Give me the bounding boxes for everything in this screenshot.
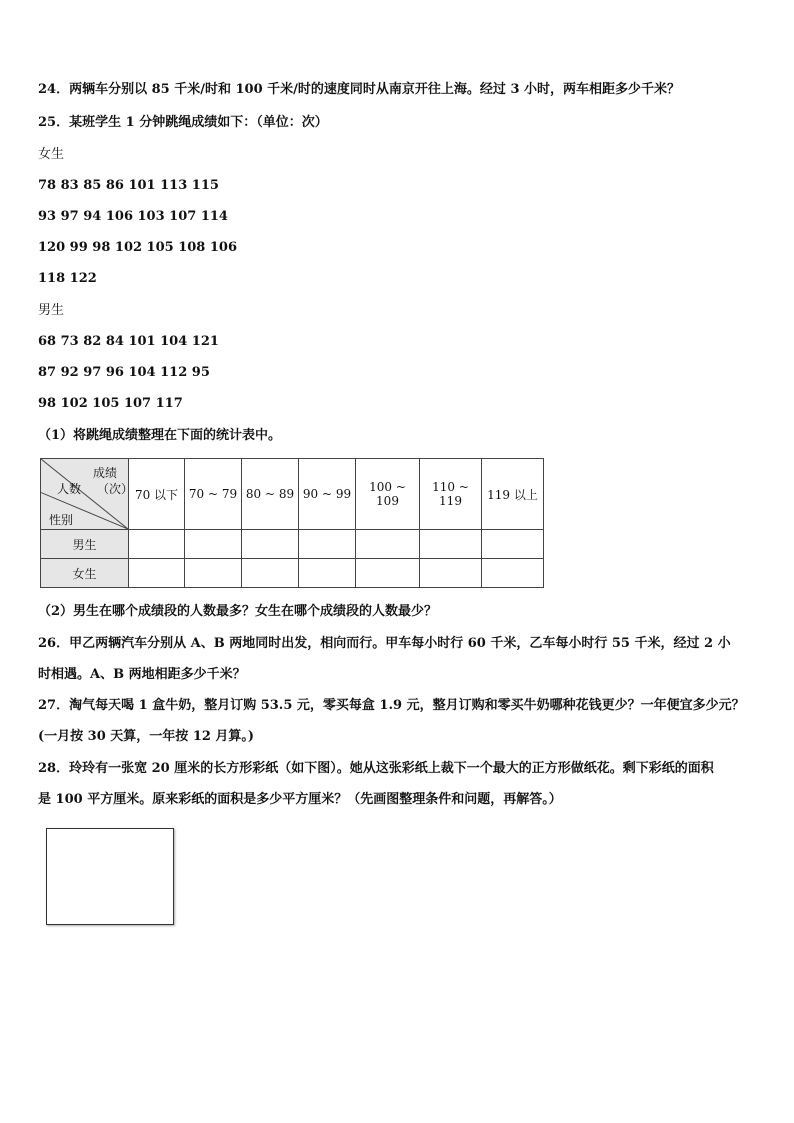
blank-cell[interactable]: [242, 559, 299, 588]
column-header: 70 以下: [129, 459, 185, 530]
question-27-line: (一月按 30 天算，一年按 12 月算。): [38, 729, 255, 744]
blank-cell[interactable]: [299, 559, 356, 588]
blank-cell[interactable]: [185, 530, 242, 559]
boys-scores-row: 98 102 105 107 117: [38, 396, 183, 411]
table-row-boys: [41, 530, 544, 559]
blank-cell[interactable]: [299, 530, 356, 559]
blank-cell[interactable]: [420, 530, 482, 559]
score-statistics-table: [40, 458, 544, 588]
girls-scores-row: 118 122: [38, 271, 97, 286]
corner-label-gender: 性别: [49, 513, 74, 527]
column-header: 80 ~ 89: [242, 459, 299, 530]
blank-cell[interactable]: [482, 559, 544, 588]
girls-scores-row: 120 99 98 102 105 108 106: [38, 240, 238, 255]
blank-cell[interactable]: [482, 530, 544, 559]
girls-scores-row: 78 83 85 86 101 113 115: [38, 178, 219, 193]
question-25-part1: （1）将跳绳成绩整理在下面的统计表中。: [38, 428, 282, 443]
column-header: 100 ~ 109: [356, 459, 420, 530]
corner-label-score: 成绩: [93, 466, 118, 480]
row-header-girls: 女生: [41, 559, 129, 588]
question-26-line: 时相遇。A、B 两地相距多少千米？: [38, 667, 246, 682]
question-27-line: 27．淘气每天喝 1 盒牛奶，整月订购 53.5 元，零买每盒 1.9 元，整月订购和零买牛奶哪种花钱更少？一年便宜多少元？: [38, 698, 745, 713]
blank-cell[interactable]: [242, 530, 299, 559]
table-header-row: [41, 459, 544, 530]
boys-scores-row: 87 92 97 96 104 112 95: [38, 365, 210, 380]
question-25-part2: （2）男生在哪个成绩段的人数最多？女生在哪个成绩段的人数最少？: [38, 604, 438, 619]
rectangle-paper-figure: [46, 828, 174, 925]
girls-scores-row: 93 97 94 106 103 107 114: [38, 209, 228, 224]
boys-scores-row: 68 73 82 84 101 104 121: [38, 334, 219, 349]
column-header: 70 ~ 79: [185, 459, 242, 530]
blank-cell[interactable]: [356, 559, 420, 588]
corner-label-count: 人数: [57, 482, 82, 496]
boys-label: 男生: [38, 303, 65, 318]
blank-cell[interactable]: [356, 530, 420, 559]
table-corner-cell: [41, 459, 134, 530]
question-24: 24．两辆车分别以 85 千米/时和 100 千米/时的速度同时从南京开往上海。经过 3 小时，两车相距多少千米？: [38, 82, 681, 97]
blank-cell[interactable]: [185, 559, 242, 588]
column-header: 119 以上: [482, 459, 544, 530]
blank-cell[interactable]: [129, 530, 185, 559]
blank-cell[interactable]: [420, 559, 482, 588]
question-28-line: 28．玲玲有一张宽 20 厘米的长方形彩纸（如下图）。她从这张彩纸上裁下一个最大的正方形做纸花。剩下彩纸的面积: [38, 761, 714, 776]
question-28-line: 是 100 平方厘米。原来彩纸的面积是多少平方厘米？（先画图整理条件和问题，再解答。）: [38, 792, 562, 807]
question-25-intro: 25．某班学生 1 分钟跳绳成绩如下：（单位：次）: [38, 115, 328, 130]
table-row-girls: [41, 559, 544, 588]
question-26-line: 26．甲乙两辆汽车分别从 A、B 两地同时出发，相向而行。甲车每小时行 60 千米，乙车每小时行 55 千米，经过 2 小: [38, 636, 731, 651]
column-header: 110 ~ 119: [420, 459, 482, 530]
blank-cell[interactable]: [129, 559, 185, 588]
girls-label: 女生: [38, 147, 65, 162]
corner-label-unit: （次）: [97, 482, 134, 496]
column-header: 90 ~ 99: [299, 459, 356, 530]
row-header-boys: 男生: [41, 530, 129, 559]
